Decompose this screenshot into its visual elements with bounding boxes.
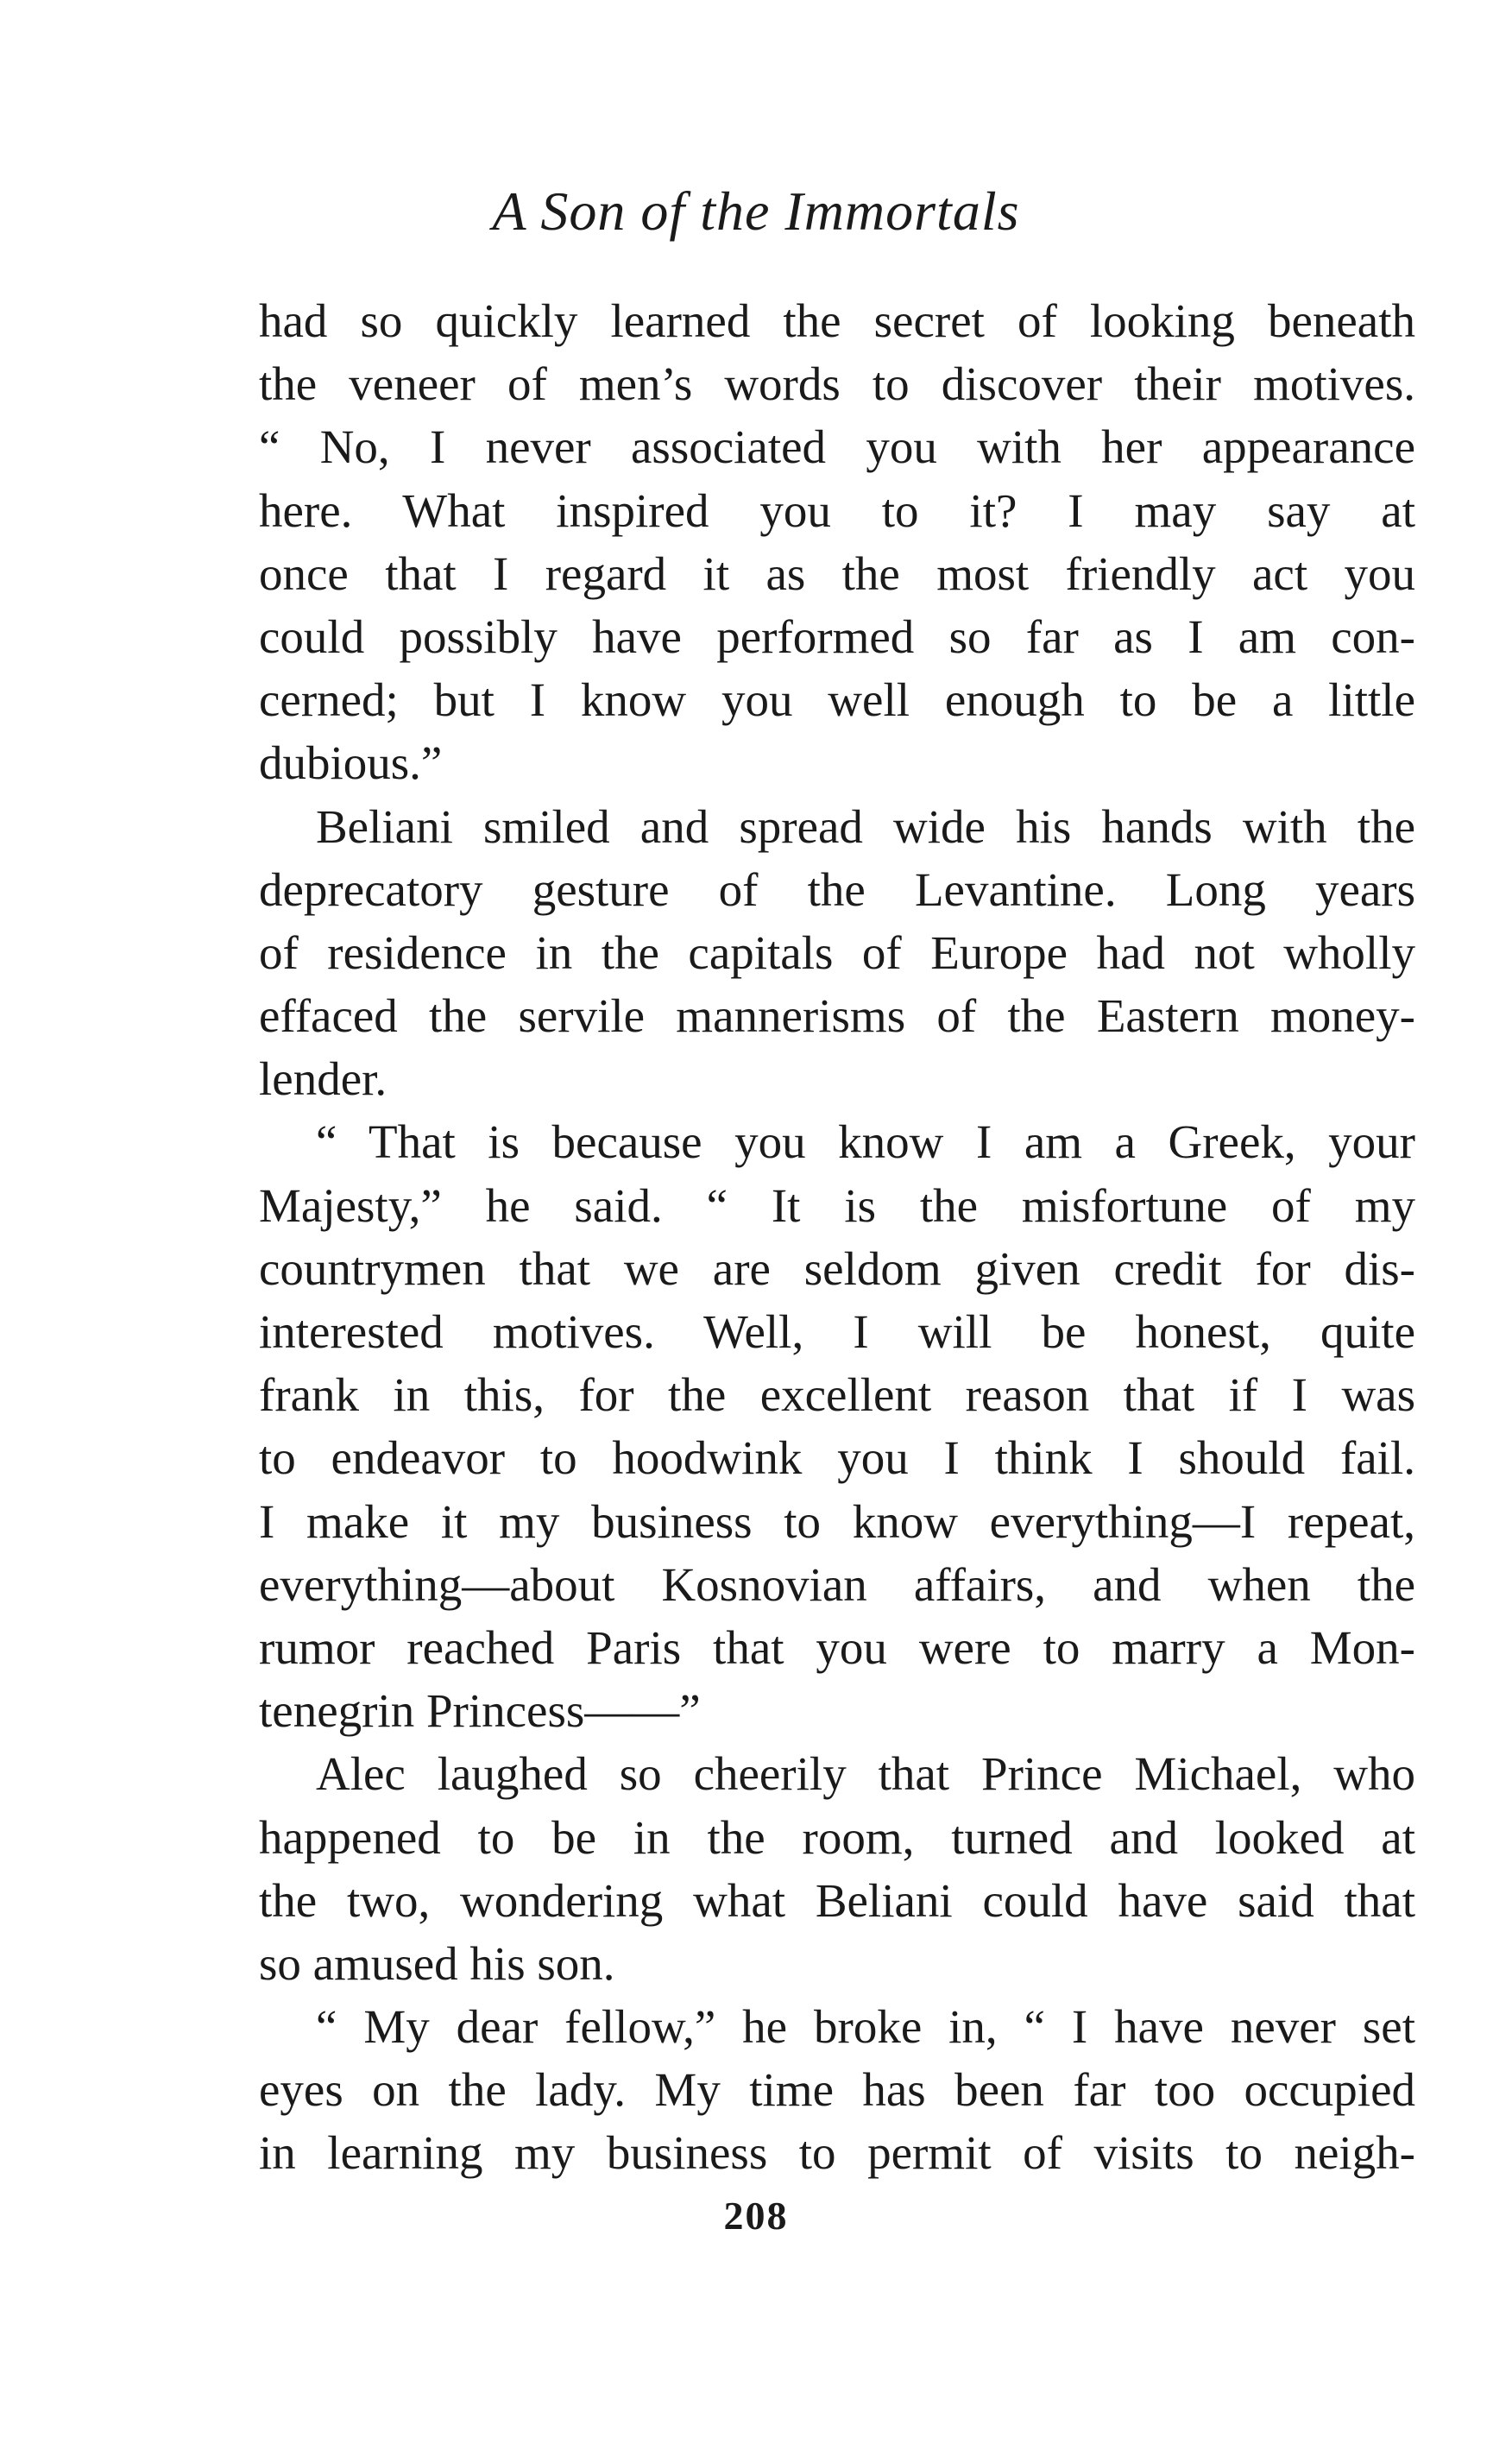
text-line: dubious.”	[259, 736, 443, 790]
text-line: frank in this, for the excellent reason that if I was	[259, 1368, 1415, 1422]
text-line: Alec laughed so cheerily that Prince Michael, who	[316, 1747, 1415, 1801]
text-line: deprecatory gesture of the Levantine. Long years	[259, 862, 1415, 916]
text-line: tenegrin Princess——”	[259, 1684, 701, 1738]
text-line: cerned; but I know you well enough to be a little	[259, 673, 1415, 727]
text-line: interested motives. Well, I will be honest, quite	[259, 1305, 1415, 1358]
text-line: effaced the servile mannerisms of the Eastern money-	[259, 989, 1415, 1043]
text-line: Beliani smiled and spread wide his hands with the	[316, 799, 1415, 853]
text-line: to endeavor to hoodwink you I think I should fail.	[259, 1431, 1415, 1485]
text-line: here. What inspired you to it? I may say at	[259, 483, 1415, 537]
running-head: A Son of the Immortals	[492, 180, 1020, 242]
text-line: “ My dear fellow,” he broke in, “ I have never set	[316, 2000, 1415, 2054]
text-line: so amused his son.	[259, 1936, 615, 1990]
text-line: I make it my business to know everything—I repeat,	[259, 1494, 1415, 1548]
text-line: the two, wondering what Beliani could have said that	[259, 1873, 1415, 1927]
text-line: lender.	[259, 1052, 387, 1106]
text-line: in learning my business to permit of visits to neigh-	[259, 2126, 1415, 2180]
text-line: “ That is because you know I am a Greek, your	[316, 1115, 1415, 1169]
text-line: the veneer of men’s words to discover their motives.	[259, 357, 1415, 411]
text-line: eyes on the lady. My time has been far too occupied	[259, 2063, 1415, 2117]
text-line: “ No, I never associated you with her appearance	[259, 420, 1415, 474]
text-line: countrymen that we are seldom given credit for dis-	[259, 1241, 1415, 1295]
page-number: 208	[723, 2194, 789, 2238]
text-line: could possibly have performed so far as I am con-	[259, 609, 1415, 663]
text-line: rumor reached Paris that you were to marry a Mon-	[259, 1620, 1415, 1674]
text-line: once that I regard it as the most friendly act you	[259, 546, 1415, 600]
text-line: Majesty,” he said. “ It is the misfortune of my	[259, 1178, 1415, 1232]
text-line: had so quickly learned the secret of looking beneath	[259, 294, 1415, 347]
text-line: everything—about Kosnovian affairs, and when the	[259, 1557, 1415, 1611]
body-text	[259, 289, 1415, 2185]
text-line: happened to be in the room, turned and looked at	[259, 1810, 1415, 1864]
text-line: of residence in the capitals of Europe had not wholly	[259, 925, 1415, 979]
